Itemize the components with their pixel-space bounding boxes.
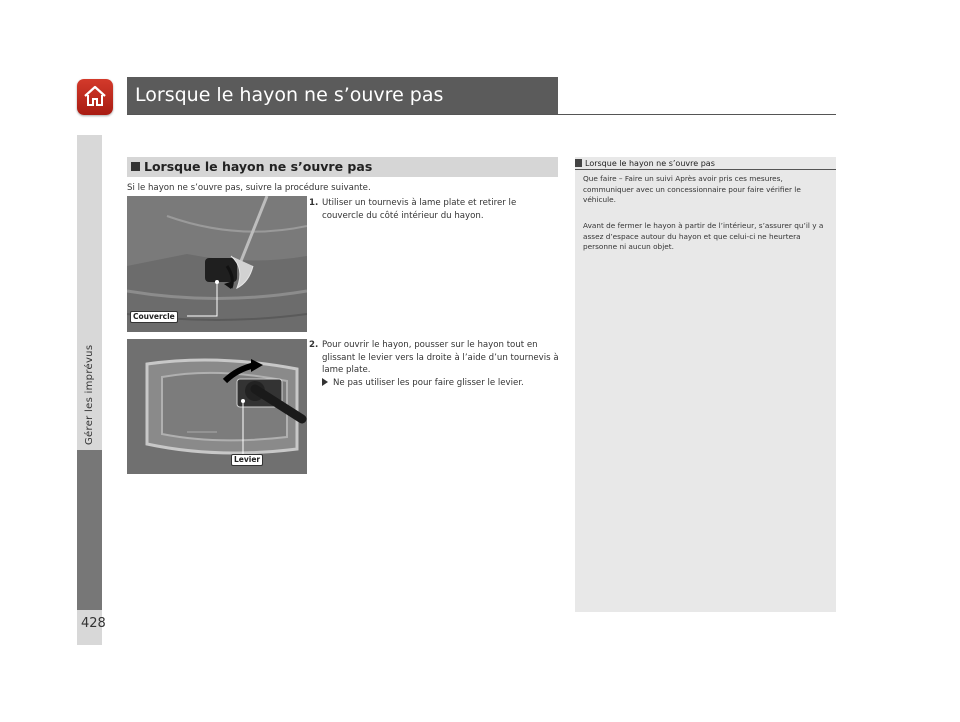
section-header [127, 157, 558, 177]
section-header-label: Lorsque le hayon ne s’ouvre pas [144, 159, 373, 174]
title-rule [127, 114, 836, 115]
note-title [575, 157, 836, 170]
triangle-bullet-icon [322, 378, 328, 386]
step-note [309, 377, 559, 390]
callout-lever: Levier [231, 454, 263, 466]
intro-text: Si le hayon ne s’ouvre pas, suivre la procédure suivante. [127, 183, 371, 193]
step-note-text: Ne pas utiliser les pour faire glisser le levier. [333, 377, 524, 388]
note-marker-icon [575, 159, 582, 167]
home-icon [83, 84, 107, 108]
step-text: Utiliser un tournevis à lame plate et retirer le couvercle du côté intérieur du hayon. [322, 198, 517, 221]
step-number: 2. [309, 340, 319, 350]
page-number: 428 [81, 616, 106, 631]
figure-lever-photo [127, 339, 307, 474]
callout-cover: Couvercle [130, 311, 178, 323]
chapter-label: Gérer les imprévus [84, 344, 95, 446]
note-paragraph: Avant de fermer le hayon à partir de l’intérieur, s’assurer qu’il y a assez d’espace autour du hayon et que celui-ci ne heurtera personne ni aucun objet. [583, 221, 824, 252]
note-title-text: Lorsque le hayon ne s’ouvre pas [585, 159, 715, 168]
step-1 [309, 197, 554, 222]
step-2 [309, 339, 559, 389]
page-title: Lorsque le hayon ne s’ouvre pas [127, 77, 558, 114]
square-bullet-icon [131, 162, 140, 171]
step-number: 1. [309, 198, 319, 208]
note-paragraph: Que faire – Faire un suivi Après avoir pris ces mesures, communiquer avec un concessionnaire pour faire vérifier le véhicule. [583, 174, 801, 205]
chapter-tab-active [77, 450, 102, 610]
step-text: Pour ouvrir le hayon, pousser sur le hayon tout en glissant le levier vers la droite à l’aide d’un tournevis à lame plate. [322, 340, 559, 375]
home-button[interactable] [77, 79, 113, 115]
tailgate-lever-illustration [127, 339, 307, 474]
